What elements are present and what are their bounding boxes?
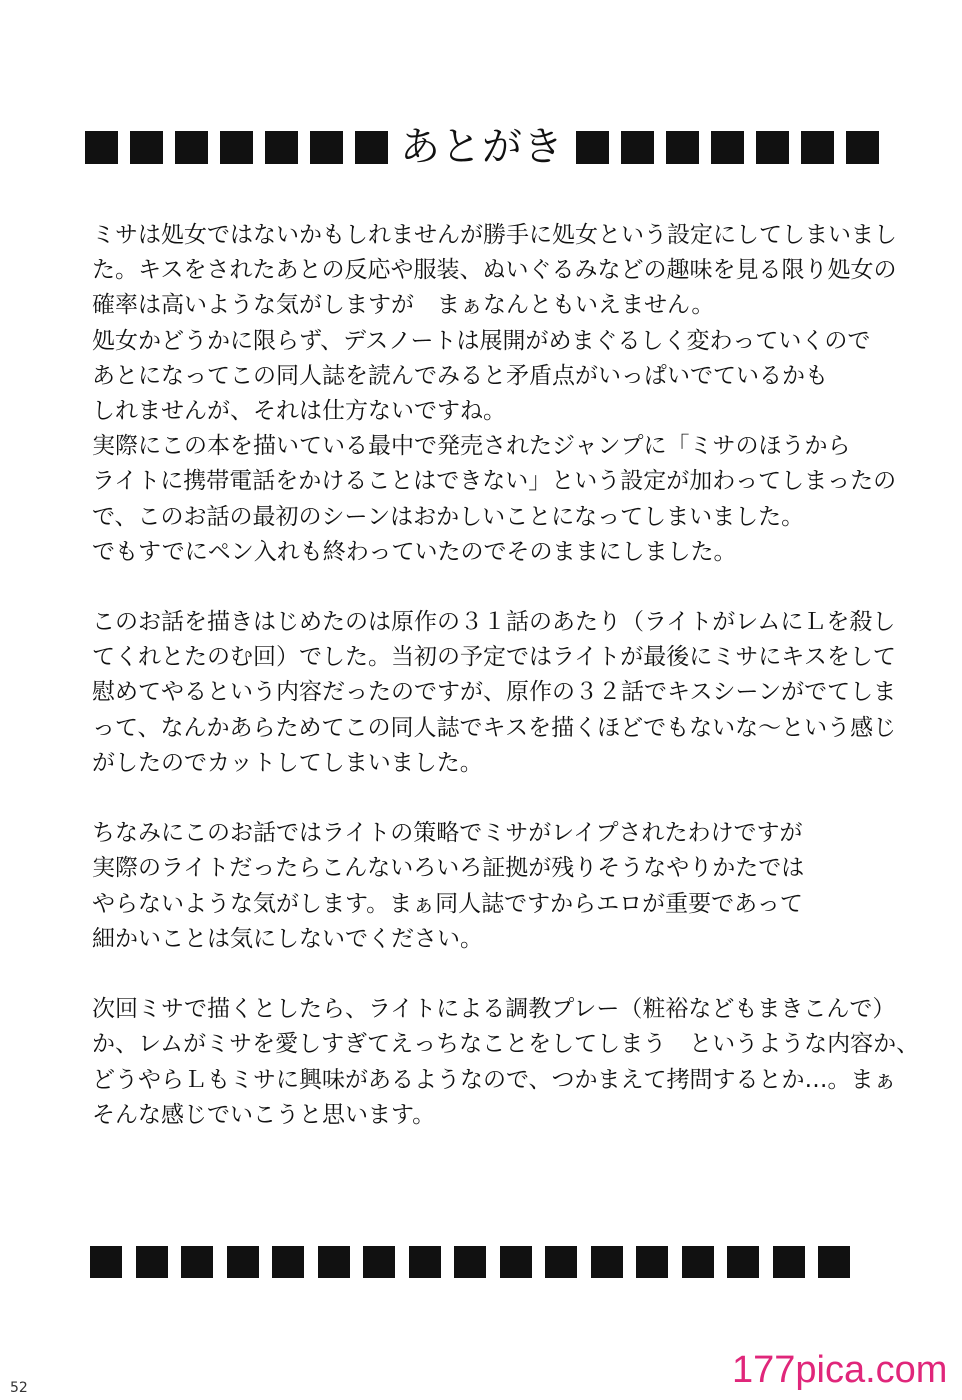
paragraph-gap: [92, 781, 922, 816]
heading-right-square: [846, 131, 879, 164]
closing-square: [591, 1246, 623, 1278]
text-line: 細かいことは気にしないでください。: [92, 925, 483, 952]
text-line: 慰めてやるという内容だったのですが、原作の３２話でキスシーンがでてしま: [92, 679, 897, 706]
closing-square: [363, 1246, 395, 1278]
heading-right-square: [756, 131, 789, 164]
heading-left-square: [130, 131, 163, 164]
text-line: このお話を描きはじめたのは原作の３１話のあたり（ライトがレムにＬを殺し: [92, 609, 896, 636]
closing-square: [727, 1246, 759, 1278]
text-line: か、レムがミサを愛しすぎてえっちなことをしてしまう というような内容か、: [92, 1031, 920, 1058]
heading-right-square: [621, 131, 654, 164]
paragraph-gap: [92, 570, 922, 605]
closing-square: [773, 1246, 805, 1278]
closing-square: [181, 1246, 213, 1278]
heading-left-square: [220, 131, 253, 164]
site-watermark: 177pica.com: [732, 1349, 948, 1391]
closing-square: [500, 1246, 532, 1278]
text-line: 実際のライトだったらこんないろいろ証拠が残りそうなやりかたでは: [92, 855, 805, 882]
paragraph-gap: [92, 957, 922, 992]
text-line: そんな感じでいこうと思います。: [92, 1101, 436, 1128]
heading-left-squares: [79, 131, 394, 164]
text-line: やらないような気がします。まぁ同人誌ですからエロが重要であって: [92, 890, 803, 917]
heading-right-square: [801, 131, 834, 164]
closing-square: [454, 1246, 486, 1278]
closing-square: [227, 1246, 259, 1278]
heading-left-square: [310, 131, 343, 164]
page-number: 52: [10, 1380, 28, 1396]
text-line: どうやらＬもミサに興味があるようなので、つかまえて拷問するとか…。まぁ: [92, 1066, 897, 1093]
page-title: あとがき: [400, 124, 564, 170]
heading-row: [122, 122, 842, 172]
closing-square: [136, 1246, 168, 1278]
closing-square: [272, 1246, 304, 1278]
text-line: ライトに携帯電話をかけることはできない」という設定が加わってしまったの: [92, 468, 897, 495]
closing-square: [318, 1246, 350, 1278]
text-line: 処女かどうかに限らず、デスノートは展開がめまぐるしく変わっていくので: [92, 327, 871, 354]
paragraph: [92, 218, 922, 570]
heading-left-square: [85, 131, 118, 164]
text-line: でもすでにペン入れも終わっていたのでそのままにしました。: [92, 538, 737, 565]
heading-right-squares: [570, 131, 885, 164]
heading-right-square: [666, 131, 699, 164]
text-line: 実際にこの本を描いている最中で発売されたジャンプに「ミサのほうから: [92, 433, 851, 460]
afterword-body: [92, 218, 922, 1133]
text-line: てくれとたのむ回）でした。当初の予定ではライトが最後にミサにキスをして: [92, 644, 896, 671]
heading-left-square: [175, 131, 208, 164]
heading-left-square: [265, 131, 298, 164]
text-line: しれませんが、それは仕方ないですね。: [92, 397, 506, 424]
closing-square: [682, 1246, 714, 1278]
closing-square: [636, 1246, 668, 1278]
heading-left-square: [355, 131, 388, 164]
paragraph: [92, 992, 922, 1133]
paragraph: [92, 816, 922, 957]
text-line: で、このお話の最初のシーンはおかしいことになってしまいました。: [92, 503, 805, 530]
text-line: ミサは処女ではないかもしれませんが勝手に処女という設定にしてしまいまし: [92, 222, 897, 248]
text-line: ちなみにこのお話ではライトの策略でミサがレイプされたわけですが: [92, 820, 803, 847]
text-line: がしたのでカットしてしまいました。: [92, 749, 483, 776]
text-line: あとになってこの同人誌を読んでみると矛盾点がいっぱいでているかも: [92, 362, 828, 389]
heading-right-square: [576, 131, 609, 164]
closing-square-row: [90, 1244, 850, 1280]
paragraph: [92, 605, 922, 781]
text-line: 確率は高いような気がしますが まぁなんともいえません。: [92, 292, 715, 319]
closing-square: [90, 1246, 122, 1278]
heading-right-square: [711, 131, 744, 164]
text-line: 次回ミサで描くとしたら、ライトによる調教プレー（粧裕などもまきこんで）: [92, 996, 896, 1023]
text-line: って、なんかあらためてこの同人誌でキスを描くほどでもないな～という感じ: [92, 714, 897, 741]
text-line: た。キスをされたあとの反応や服装、ぬいぐるみなどの趣味を見る限り処女の: [92, 257, 897, 284]
closing-square: [545, 1246, 577, 1278]
closing-square: [409, 1246, 441, 1278]
closing-square: [818, 1246, 850, 1278]
